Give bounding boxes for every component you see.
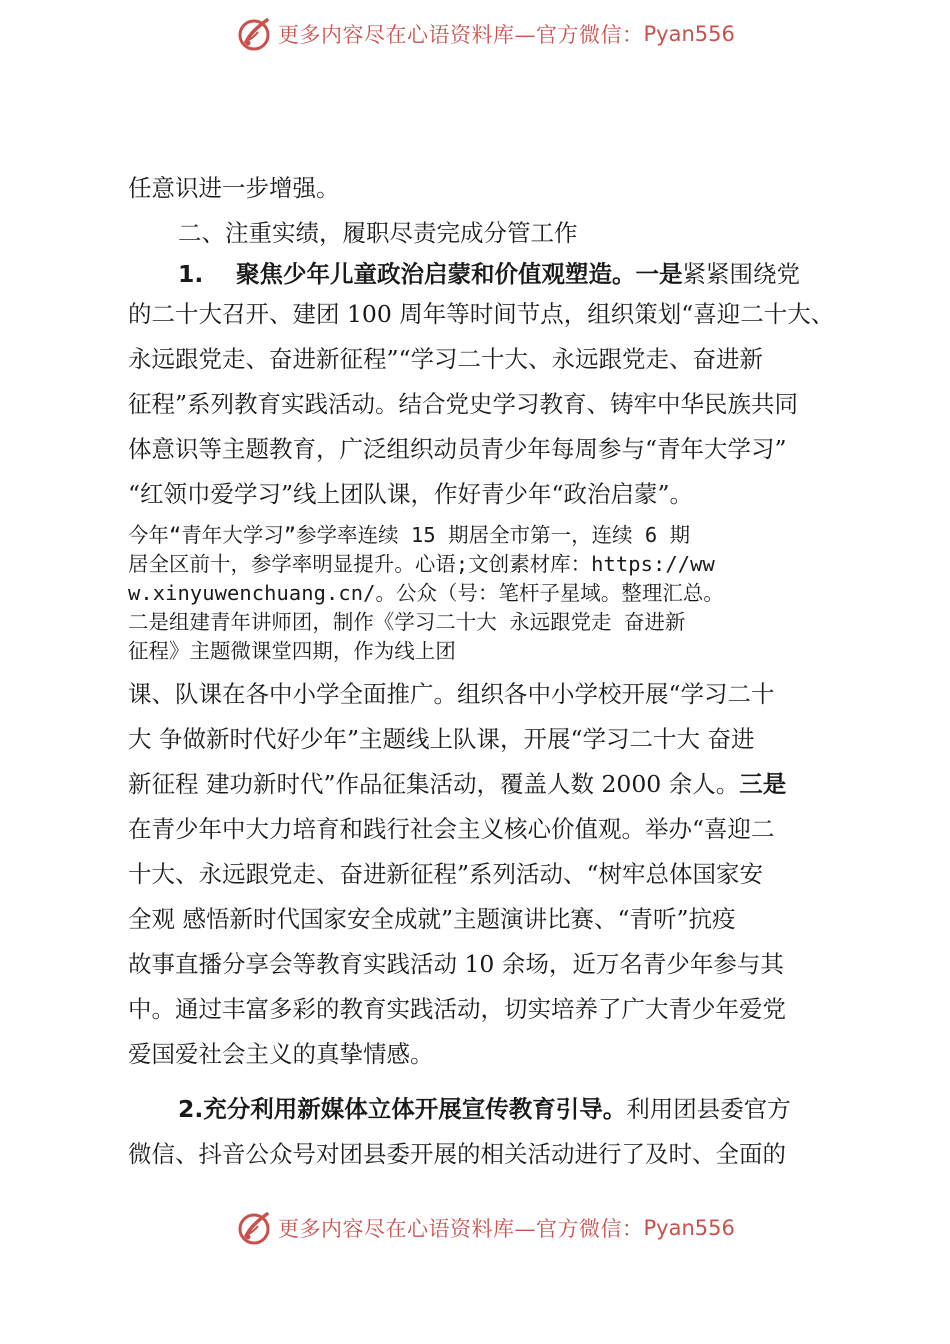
item2-line1-rest: 利用团县委官方 [626,1095,791,1123]
brush-logo-icon [236,16,272,52]
item1-first-line [128,256,838,292]
footer-banner [236,1210,735,1246]
mono-line: 征程》主题微课堂四期，作为线上团 [128,639,456,663]
item2-first-line [128,1087,838,1132]
document-body [128,166,838,1177]
paragraph-line: 爱国爱社会主义的真挚情感。 [128,1040,434,1068]
mono-line: 二是组建青年讲师团，制作《学习二十大 永远跟党走 奋进新 [128,610,686,634]
item2-title: 充分利用新媒体立体开展宣传教育引导。 [203,1095,627,1123]
paragraph-line-text: 新征程 建功新时代”作品征集活动，覆盖人数 2000 余人。 [128,770,740,798]
paragraph-line: 微信、抖音公众号对团县委开展的相关活动进行了及时、全面的 [128,1140,786,1168]
item1-line1-rest: 紧紧围绕党 [682,260,801,288]
banner-wechat-id: Pyan556 [643,1216,735,1240]
paragraph-line: “红领巾爱学习”线上团队课，作好青少年“政治启蒙”。 [128,480,694,508]
brush-logo-icon [236,1210,272,1246]
item1-third-marker: 三是 [739,770,787,798]
banner-wechat-id: Pyan556 [643,22,735,46]
banner-text: 更多内容尽在心语资料库—官方微信： [278,23,644,47]
paragraph-line: 任意识进一步增强。 [128,174,340,202]
paragraph-line-with-marker [128,762,838,807]
header-banner [236,16,735,52]
item1-first-marker: 一是 [635,260,683,288]
mono-line: w.xinyuwenchuang.cn/。公众（号：笔杆子星域。整理汇总。 [128,581,724,605]
item1-number: 1. [178,260,237,288]
banner-text: 更多内容尽在心语资料库—官方微信： [278,1217,644,1241]
paragraph-line: 故事直播分享会等教育实践活动 10 余场，近万名青少年参与其 [128,950,784,978]
mono-line: 居全区前十，参学率明显提升。心语;文创素材库：https://ww [128,552,715,576]
paragraph-line: 征程”系列教育实践活动。结合党史学习教育、铸牢中华民族共同 [128,390,799,418]
paragraph-line: 的二十大召开、建团 100 周年等时间节点，组织策划“喜迎二十大、 [128,300,835,328]
paragraph-line: 中。通过丰富多彩的教育实践活动，切实培养了广大青少年爱党 [128,995,786,1023]
paragraph-line: 永远跟党走、奋进新征程”“学习二十大、永远跟党走、奋进新 [128,345,764,373]
section-heading: 二、注重实绩，履职尽责完成分管工作 [178,219,578,247]
paragraph-line: 体意识等主题教育，广泛组织动员青少年每周参与“青年大学习” [128,435,787,463]
paragraph-line: 全观 感悟新时代国家安全成就”主题演讲比赛、“青听”抗疫 [128,905,736,933]
paragraph-gap [128,1077,838,1087]
mono-line: 今年“青年大学习”参学率连续 15 期居全市第一，连续 6 期 [128,523,691,547]
paragraph-line: 大 争做新时代好少年”主题线上队课，开展“学习二十大 奋进 [128,725,755,753]
paragraph-line: 课、队课在各中小学全面推广。组织各中小学校开展“学习二十 [128,680,775,708]
paragraph-line: 十大、永远跟党走、奋进新征程”系列活动、“树牢总体国家安 [128,860,764,888]
item1-title: 聚焦少年儿童政治启蒙和价值观塑造。 [236,260,636,288]
paragraph-line: 在青少年中大力培育和践行社会主义核心价值观。举办“喜迎二 [128,815,775,843]
item2-number: 2. [178,1095,204,1123]
